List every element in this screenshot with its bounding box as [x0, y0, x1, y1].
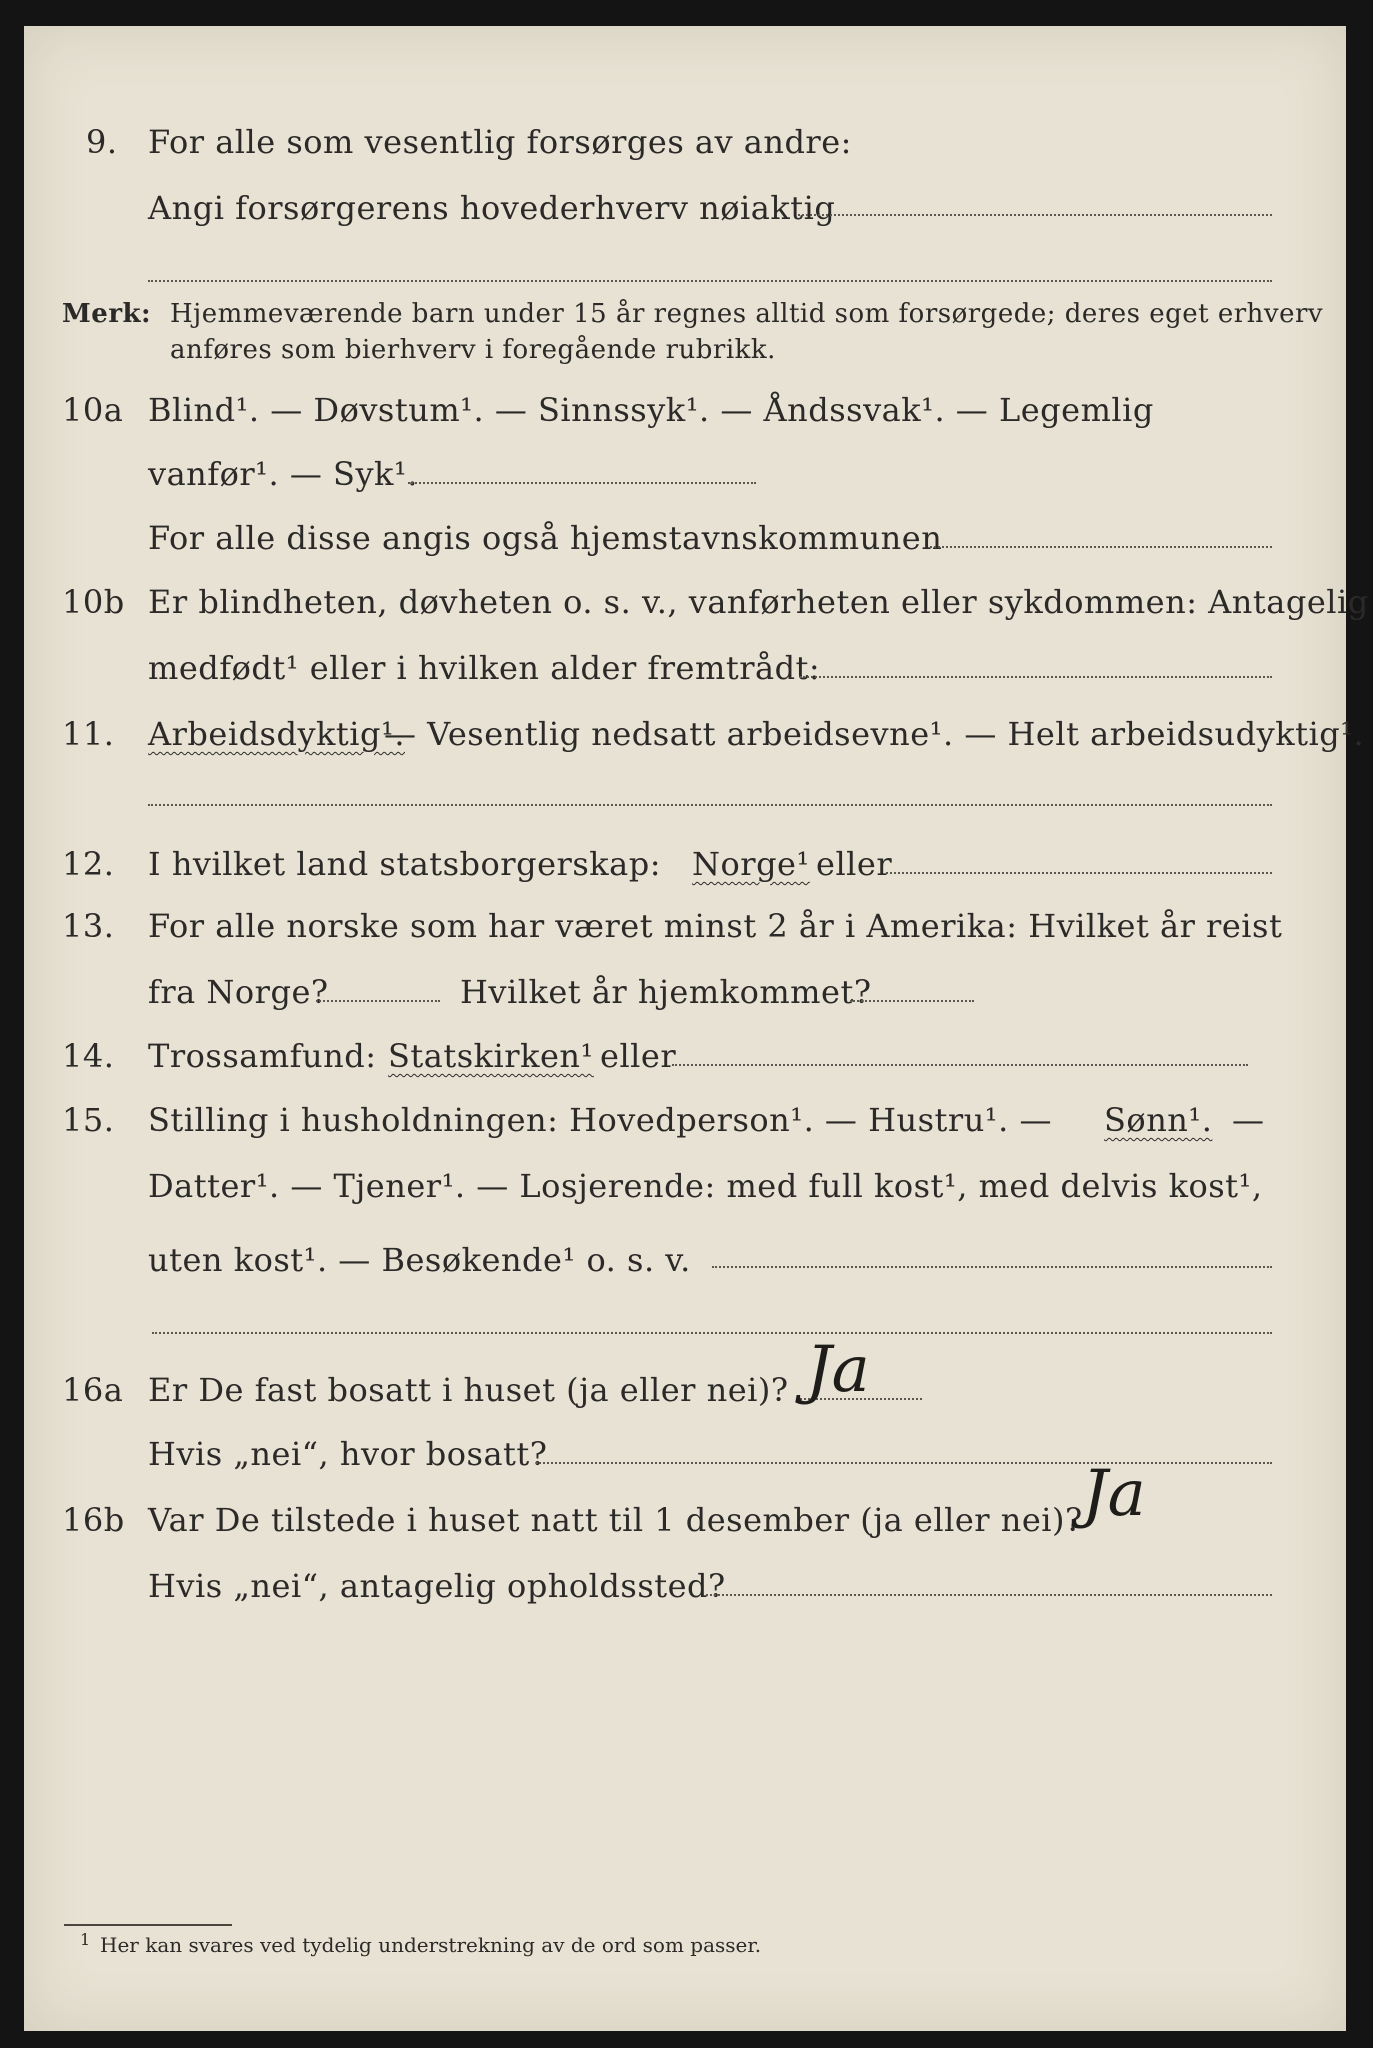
q12-line	[0, 842, 1373, 886]
q12-text-eller: eller	[816, 845, 893, 883]
q10b-line1	[0, 580, 1373, 624]
q15-line2	[0, 1164, 1373, 1208]
q16b-line1	[0, 1498, 1373, 1542]
q16a-text-2: Hvis „nei“, hvor bosatt?	[148, 1435, 548, 1473]
q15-line3	[0, 1238, 1373, 1282]
q15-number: 15.	[62, 1101, 115, 1139]
q16a-number: 16a	[62, 1371, 124, 1409]
q9-prompt: Angi forsørgerens hovederhverv nøiaktig	[148, 189, 836, 227]
q12-number: 12.	[62, 845, 115, 883]
q13-number: 13.	[62, 907, 115, 945]
merk-text: Hjemmeværende barn under 15 år regnes alltid som forsørgede; deres eget erhverv	[170, 299, 1324, 329]
q10a-hometown-field[interactable]	[930, 546, 1272, 548]
q16a-text: Er De fast bosatt i huset (ja eller nei)?	[148, 1371, 789, 1409]
footnote-rule	[64, 1924, 232, 1926]
q11-options: — Vesentlig nedsatt arbeidsevne¹. — Helt arbeidsudyktig¹.	[384, 715, 1365, 753]
q14-text-eller: eller	[600, 1037, 677, 1075]
q14-text: Trossamfund:	[148, 1037, 377, 1075]
q9-text: For alle som vesentlig forsørges av andre:	[148, 123, 852, 161]
merk-line2	[0, 332, 1373, 376]
q12-answer-field[interactable]	[886, 872, 1272, 874]
q16b-where-field[interactable]	[706, 1594, 1272, 1596]
q15-text-3: uten kost¹. — Besøkende¹ o. s. v.	[148, 1241, 691, 1279]
q13-line2	[0, 970, 1373, 1014]
merk-text-2: anføres som bierhverv i foregående rubrikk.	[170, 335, 776, 365]
q15-option-selected[interactable]: Sønn¹.	[1104, 1101, 1213, 1139]
q9-line1	[0, 120, 1373, 164]
q10a-line2	[0, 452, 1373, 496]
q9-answer-field[interactable]	[798, 214, 1272, 216]
q16b-text-2: Hvis „nei“, antagelig opholdssted?	[148, 1567, 726, 1605]
q10a-text-2: vanfør¹. — Syk¹.	[148, 455, 418, 493]
q14-number: 14.	[62, 1037, 115, 1075]
q15-line1	[0, 1098, 1373, 1142]
q15-dash: —	[1232, 1101, 1265, 1139]
merk-label: Merk:	[62, 299, 152, 329]
q15-text-2: Datter¹. — Tjener¹. — Losjerende: med full kost¹, med delvis kost¹,	[148, 1167, 1263, 1205]
q16b-text: Var De tilstede i huset natt til 1 desember (ja eller nei)?	[148, 1501, 1083, 1539]
q14-line	[0, 1034, 1373, 1078]
q13-text: For alle norske som har været minst 2 år i Amerika: Hvilket år reist	[148, 907, 1283, 945]
q16b-handwritten-answer: Ja	[1082, 1457, 1146, 1531]
q15-answer-field-2[interactable]	[152, 1332, 1272, 1334]
q10b-text: Er blindheten, døvheten o. s. v., vanførheten eller sykdommen: Antagelig	[148, 583, 1369, 621]
footnote-text: Her kan svares ved tydelig understrekning av de ord som passer.	[100, 1933, 762, 1957]
q11-option-selected[interactable]: Arbeidsdyktig¹.	[148, 715, 405, 753]
q10b-number: 10b	[62, 583, 125, 621]
q10b-answer-field[interactable]	[800, 676, 1272, 678]
q10a-line1	[0, 388, 1373, 432]
q16a-line2	[0, 1432, 1373, 1476]
q13-text-reist: fra Norge?	[148, 973, 329, 1011]
q13-hjemkommet-field[interactable]	[850, 1000, 974, 1002]
q12-text: I hvilket land statsborgerskap:	[148, 845, 661, 883]
q9-number: 9.	[86, 123, 118, 161]
q16b-number: 16b	[62, 1501, 125, 1539]
q16a-handwritten-answer: Ja	[806, 1333, 870, 1407]
q9-line2	[0, 186, 1373, 230]
q10a-number: 10a	[62, 391, 124, 429]
q10b-text-2: medfødt¹ eller i hvilken alder fremtrådt:	[148, 649, 821, 687]
q10a-answer-field[interactable]	[408, 482, 756, 484]
q14-option-selected[interactable]: Statskirken¹	[388, 1037, 594, 1075]
q16a-where-field[interactable]	[536, 1462, 1272, 1464]
q14-answer-field[interactable]	[672, 1064, 1248, 1066]
q10b-line2	[0, 646, 1373, 690]
q16b-line2	[0, 1564, 1373, 1608]
q13-text-hjemkommet: Hvilket år hjemkommet?	[460, 973, 872, 1011]
q10a-line3	[0, 516, 1373, 560]
q11-answer-field[interactable]	[148, 804, 1272, 806]
q10a-text-3: For alle disse angis også hjemstavnskommunen	[148, 519, 943, 557]
q13-reist-field[interactable]	[316, 1000, 440, 1002]
q15-answer-field[interactable]	[712, 1266, 1272, 1268]
q11-line	[0, 712, 1373, 756]
q16a-line1	[0, 1368, 1373, 1412]
q12-option-selected[interactable]: Norge¹	[692, 845, 810, 883]
q13-line1	[0, 904, 1373, 948]
q9-answer-field-2[interactable]	[148, 280, 1272, 282]
q15-text: Stilling i husholdningen: Hovedperson¹. — Hustru¹. —	[148, 1101, 1052, 1139]
footnote-number: 1	[80, 1930, 91, 1949]
q10a-text: Blind¹. — Døvstum¹. — Sinnssyk¹. — Åndssvak¹. — Legemlig	[148, 391, 1154, 429]
q11-number: 11.	[62, 715, 115, 753]
